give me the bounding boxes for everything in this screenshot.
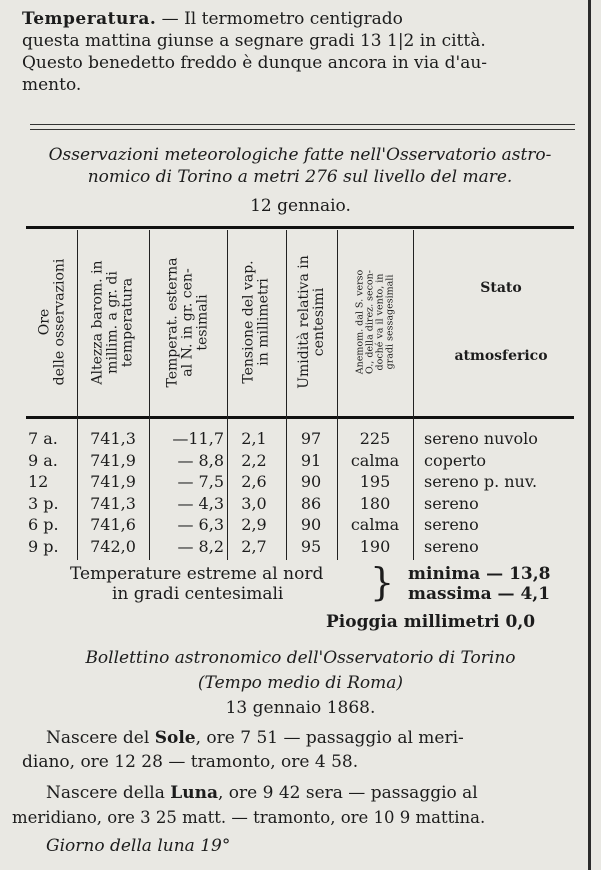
table-cell-ore: 6 p. [28, 515, 59, 534]
table-cell-stato: sereno [424, 536, 479, 556]
table-cell-stato: coperto [424, 450, 487, 470]
table-cell-temp: — 4,3 [177, 493, 224, 513]
table-cell-anemo: 225 [359, 429, 391, 448]
header-stato: Stato [480, 280, 522, 296]
header-altezza: Altezza barom. in millim. a gr. di temperatura [89, 259, 136, 385]
article-line4: mento. [22, 75, 82, 95]
table-cell-ore: 7 a. [28, 429, 58, 448]
table-cell-temp: — 7,5 [177, 472, 224, 491]
giorno-luna: Giorno della luna 19° [46, 836, 231, 856]
table-cell-baro: 742,0 [90, 536, 136, 556]
table-cell-umid: 91 [300, 450, 322, 470]
table-cell-umid: 90 [300, 472, 322, 491]
table-cell-anemo: calma [350, 450, 400, 470]
table-cell-ore: 3 p. [28, 493, 59, 513]
article-line3: Questo benedetto freddo è dunque ancora in via d'au- [22, 53, 488, 73]
col-line-1 [77, 230, 78, 560]
header-atmosferico: atmosferico [454, 348, 548, 364]
table-cell-stato: sereno p. nuv. [424, 472, 538, 491]
luna-word: Luna [170, 783, 218, 803]
bulletin-title: Bollettino astronomico dell'Osservatorio di Torino [85, 648, 516, 668]
table-cell-stato: sereno [424, 493, 479, 513]
table-cell-umid: 86 [300, 493, 322, 513]
table-cell-temp: —11,7 [172, 429, 224, 448]
header-ore: Ore delle osservazioni [36, 258, 67, 386]
table-cell-baro: 741,3 [90, 429, 136, 448]
table-cell-temp: — 8,8 [177, 450, 224, 470]
table-cell-baro: 741,3 [90, 493, 136, 513]
observations-title-line1: Osservazioni meteorologiche fatte nell'Osservatorio astro- [48, 145, 552, 165]
column-rule [588, 0, 591, 870]
extremes-label-1: Temperature estreme al nord [70, 564, 324, 584]
header-anemometro: Anemom. dal S. verso O., della direz. secon- doché va il vento, in gradi sessagesimali [354, 269, 396, 375]
table-cell-ore: 9 a. [28, 450, 58, 470]
table-cell-baro: 741,9 [90, 450, 136, 470]
table-header-rule [26, 416, 574, 419]
article-line1: — Il termometro centigrado [156, 9, 403, 29]
table-cell-stato: sereno [424, 515, 479, 534]
sole-line-2: diano, ore 12 28 — tramonto, ore 4 58. [22, 752, 359, 772]
article-lead: Temperatura. [22, 9, 157, 29]
sole-word: Sole [154, 728, 196, 748]
table-cell-baro: 741,6 [90, 515, 136, 534]
observations-title-line2: nomico di Torino a metri 276 sul livello del mare. [87, 167, 513, 187]
table-cell-anemo: 180 [359, 493, 391, 513]
table-cell-anemo: 195 [359, 472, 391, 491]
table-cell-vap: 2,9 [241, 515, 267, 534]
header-tensione: Tensione del vap. in millimetri [240, 260, 272, 384]
table-cell-stato: sereno nuvolo [424, 429, 538, 448]
luna-line-1: Nascere della Luna, ore 9 42 sera — passaggio al [46, 783, 478, 803]
header-umidita: Umidità relativa in centesimi [295, 255, 327, 389]
temperature-article [22, 8, 578, 96]
table-cell-anemo: calma [350, 515, 400, 534]
table-cell-baro: 741,9 [90, 472, 136, 491]
col-line-6 [413, 230, 414, 560]
pioggia: Pioggia millimetri 0,0 [326, 612, 536, 632]
table-cell-vap: 3,0 [241, 493, 267, 513]
article-line2: questa mattina giunse a segnare gradi 13 1|2 in città. [22, 31, 486, 51]
luna-line-2: meridiano, ore 3 25 matt. — tramonto, ore 10 9 mattina. [12, 808, 486, 827]
table-cell-umid: 90 [300, 515, 322, 534]
table-cell-umid: 97 [300, 429, 322, 448]
extremes-massima: massima — 4,1 [408, 584, 551, 604]
bulletin-date: 13 gennaio 1868. [225, 698, 376, 718]
section-divider-top [30, 124, 575, 125]
extremes-minima: minima — 13,8 [408, 564, 551, 584]
table-cell-temp: — 8,2 [177, 536, 224, 556]
header-temperat: Temperat. esterna al N. in gr. cen- tesimali [164, 256, 211, 388]
table-cell-vap: 2,2 [241, 450, 267, 470]
table-cell-ore: 9 p. [28, 536, 59, 556]
table-cell-vap: 2,6 [241, 472, 267, 491]
table-cell-ore: 12 [28, 472, 49, 491]
table-cell-anemo: 190 [359, 536, 391, 556]
col-line-2 [149, 230, 150, 560]
table-cell-vap: 2,7 [241, 536, 267, 556]
extremes-label-2: in gradi centesimali [112, 584, 284, 604]
table-cell-temp: — 6,3 [177, 515, 224, 534]
col-line-4 [286, 230, 287, 560]
sole-line-1: Nascere del Sole, ore 7 51 — passaggio al meri- [46, 728, 464, 748]
observations-title [22, 144, 578, 188]
col-line-5 [337, 230, 338, 560]
section-divider-bottom [30, 129, 575, 130]
observations-date: 12 gennaio. [250, 196, 351, 216]
table-cell-umid: 95 [300, 536, 322, 556]
table-cell-vap: 2,1 [241, 429, 267, 448]
table-top-rule [26, 226, 574, 229]
bulletin-subtitle: (Tempo medio di Roma) [197, 673, 404, 693]
brace-icon: } [370, 560, 395, 604]
